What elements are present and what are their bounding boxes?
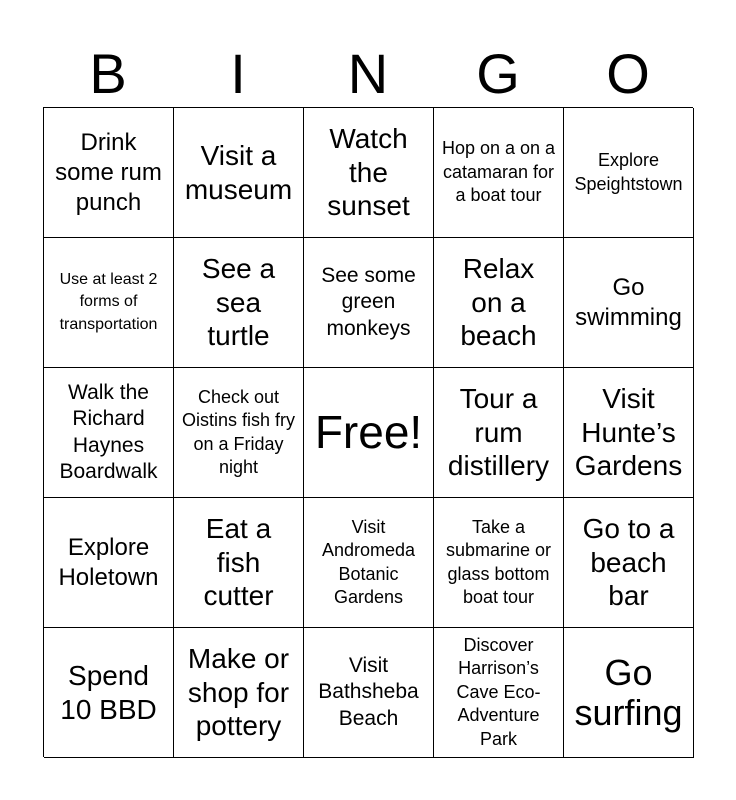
header-letter-o: O [606, 42, 650, 105]
cell-text: Make or shop for pottery [187, 643, 290, 742]
cell-text: Go swimming [575, 273, 682, 331]
bingo-cell[interactable] [434, 368, 564, 498]
cell-text: Tour a rum distillery [447, 383, 550, 482]
bingo-cell[interactable] [564, 238, 694, 368]
cell-text: See some green monkeys [321, 264, 416, 340]
cell-text: Hop on a on a catamaran for a boat tour [441, 138, 556, 206]
bingo-cell[interactable] [564, 108, 694, 238]
bingo-cell[interactable] [304, 628, 434, 758]
cell-text: Walk the Richard Haynes Boardwalk [59, 381, 158, 483]
bingo-header [43, 42, 693, 106]
header-letter-b: B [89, 42, 127, 105]
free-space-text: Free! [314, 406, 423, 459]
bingo-cell[interactable] [174, 108, 304, 238]
bingo-cell[interactable] [44, 628, 174, 758]
cell-text: Drink some rum punch [55, 128, 162, 216]
cell-text: Go to a beach bar [582, 513, 675, 612]
header-letter-i: I [230, 42, 246, 105]
bingo-cell[interactable] [434, 498, 564, 628]
bingo-cell[interactable] [434, 628, 564, 758]
cell-text: Visit Bathsheba Beach [318, 654, 419, 730]
cell-text: Watch the sunset [327, 123, 410, 222]
bingo-cell[interactable] [44, 368, 174, 498]
cell-text: See a sea turtle [201, 253, 276, 352]
cell-text: Visit a museum [184, 139, 293, 205]
bingo-cell[interactable] [564, 368, 694, 498]
header-letter-g: G [476, 42, 520, 105]
bingo-cell[interactable] [304, 108, 434, 238]
cell-text: Eat a fish cutter [203, 513, 274, 612]
cell-text: Spend 10 BBD [60, 659, 157, 725]
bingo-cell[interactable] [44, 498, 174, 628]
bingo-cell[interactable] [44, 238, 174, 368]
bingo-cell[interactable] [174, 628, 304, 758]
bingo-cell[interactable] [564, 498, 694, 628]
bingo-cell[interactable] [44, 108, 174, 238]
cell-text: Discover Harrison’s Cave Eco-Adventure Park [456, 635, 541, 749]
bingo-cell[interactable] [174, 498, 304, 628]
bingo-cell[interactable] [304, 498, 434, 628]
cell-text: Use at least 2 forms of transportation [59, 270, 158, 333]
bingo-cell[interactable] [174, 238, 304, 368]
cell-text: Visit Andromeda Botanic Gardens [321, 516, 416, 607]
cell-text: Explore Speightstown [574, 150, 683, 194]
bingo-cell[interactable] [434, 108, 564, 238]
bingo-cell[interactable] [564, 628, 694, 758]
bingo-cell[interactable] [174, 368, 304, 498]
bingo-cell[interactable] [434, 238, 564, 368]
cell-text: Go surfing [574, 651, 683, 733]
bingo-grid [43, 107, 693, 757]
cell-text: Check out Oistins fish fry on a Friday night [181, 386, 296, 477]
free-space-cell[interactable] [304, 368, 434, 498]
cell-text: Take a submarine or glass bottom boat tour [445, 516, 552, 607]
cell-text: Explore Holetown [58, 533, 159, 591]
bingo-cell[interactable] [304, 238, 434, 368]
cell-text: Relax on a beach [460, 253, 537, 352]
cell-text: Visit Hunte’s Gardens [574, 383, 683, 482]
header-letter-n: N [347, 42, 389, 105]
